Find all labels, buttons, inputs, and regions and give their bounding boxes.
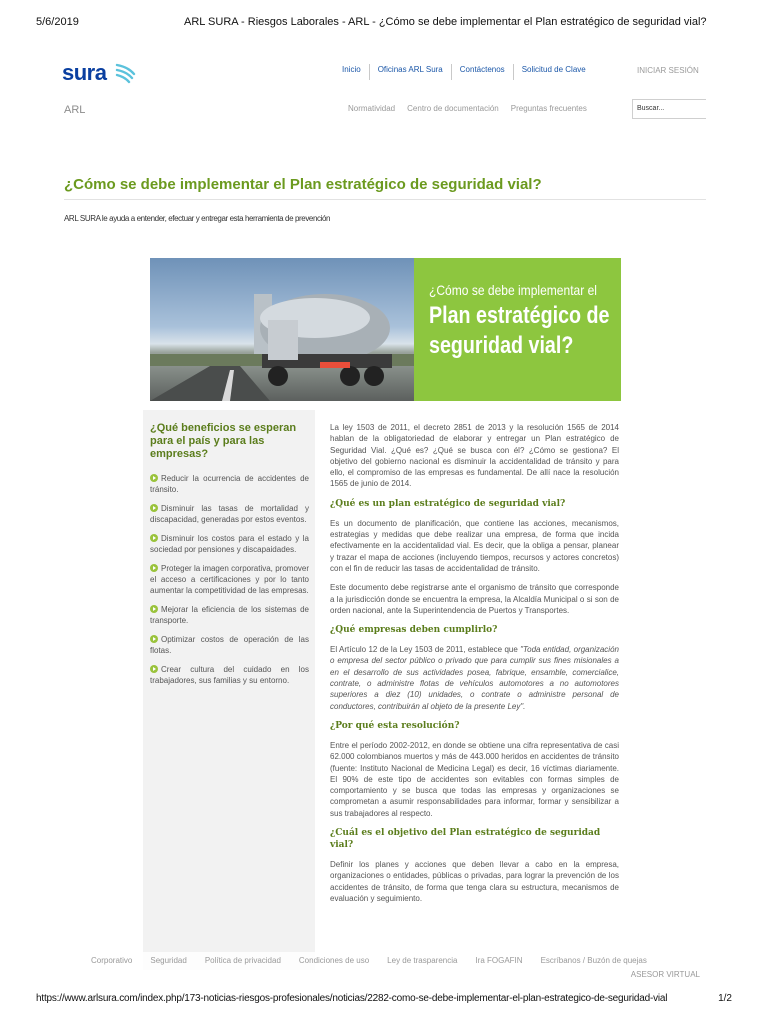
article-lead: El Artículo 12 de la Ley 1503 de 2011, establece que bbox=[330, 645, 521, 655]
arrow-bullet-icon bbox=[150, 534, 158, 542]
benefit-item bbox=[150, 533, 309, 555]
page-title: ¿Cómo se debe implementar el Plan estratégico de seguridad vial? bbox=[64, 176, 542, 193]
footer-fogafin[interactable]: Ira FOGAFIN bbox=[475, 956, 523, 965]
arrow-bullet-icon bbox=[150, 564, 158, 572]
benefit-item bbox=[150, 473, 309, 495]
tanker-truck-icon bbox=[150, 258, 414, 401]
print-header bbox=[36, 16, 732, 30]
paragraph-articulo bbox=[330, 644, 619, 712]
benefit-text: Optimizar costos de operación de las flotas. bbox=[150, 635, 309, 655]
hero-title-banner bbox=[414, 258, 621, 401]
hero-line-3: seguridad vial? bbox=[429, 332, 574, 359]
law-quote: "Toda entidad, organización o empresa del sector público o privado que para cumplir sus fines misionales a en el desarrollo de sus actividades posea, fabrique, ensamble, comercialice, contrate, o administre flotas de vehículos automotores a no automotores superiores a diez (10) unidades, o contrate o administre personal de conductores, contribuirán al objeto de la presente Ley". bbox=[330, 645, 619, 711]
benefit-text: Disminuir las tasas de mortalidad y discapacidad, generadas por estos eventos. bbox=[150, 504, 309, 524]
print-date: 5/6/2019 bbox=[36, 16, 79, 28]
hero-banner bbox=[150, 258, 621, 401]
paragraph-objetivo: Definir los planes y acciones que deben llevar a cabo en la empresa, organizaciones o entidades, públicas o privadas, para lograr la prevención de los accidentes de tránsito, de forma que tenga clara su estructura, mecanismos de evaluación y seguimiento. bbox=[330, 860, 619, 903]
benefit-item bbox=[150, 563, 309, 596]
title-divider bbox=[64, 199, 706, 200]
footer-quejas[interactable]: Escríbanos / Buzón de quejas bbox=[540, 956, 647, 965]
heading-empresas: ¿Qué empresas deben cumplirlo? bbox=[330, 625, 498, 636]
hero-line-2: Plan estratégico de bbox=[429, 302, 610, 329]
sura-logo[interactable] bbox=[62, 60, 142, 90]
print-page-number: 1/2 bbox=[718, 993, 732, 1004]
benefit-item bbox=[150, 503, 309, 525]
benefits-sidebar bbox=[143, 410, 315, 970]
nav-normatividad[interactable]: Normatividad bbox=[348, 104, 396, 113]
arrow-bullet-icon bbox=[150, 504, 158, 512]
paragraph-estadisticas: Entre el período 2002-2012, en donde se obtiene una cifra representativa de casi 62.000 colombianos muertos y más de 443.000 heridos en accidentes de tránsito (fuente: Instituto Nacional de Medicina Legal) es decir, 16 víctimas diariamente. El 90% de este tipo de accidentes son evitables con formas simples de comportamiento y se busca que todas las empresas y organizaciones se comprometan a asumir responsabilidades para informar, formar y sensibilizar a sus trabajadores al respecto. bbox=[330, 740, 619, 818]
footer-privacidad[interactable]: Política de privacidad bbox=[204, 956, 281, 965]
arrow-bullet-icon bbox=[150, 474, 158, 482]
print-url: https://www.arlsura.com/index.php/173-noticias-riesgos-profesionales/noticias/2282-como-se-debe-implementar-el-plan-estrategico-de-seguridad-vial bbox=[36, 993, 668, 1004]
nav-contactenos[interactable]: Contáctenos bbox=[451, 64, 513, 80]
footer-condiciones[interactable]: Condiciones de uso bbox=[298, 956, 370, 965]
section-label: ARL bbox=[64, 104, 86, 116]
search-input[interactable]: Buscar... bbox=[632, 99, 706, 119]
benefits-heading: ¿Qué beneficios se esperan para el país y para las empresas? bbox=[150, 422, 297, 460]
benefit-item bbox=[150, 634, 309, 656]
hero-line-1: ¿Cómo se debe implementar el bbox=[429, 282, 597, 298]
print-page-title: ARL SURA - Riesgos Laborales - ARL - ¿Cómo se debe implementar el Plan estratégico de seguridad vial? bbox=[184, 16, 707, 28]
benefit-text: Proteger la imagen corporativa, promover el acceso a certificaciones y por lo tanto aumentar la competitividad de las empresas. bbox=[150, 564, 309, 595]
tanker-truck-photo bbox=[150, 258, 414, 401]
footer-seguridad[interactable]: Seguridad bbox=[150, 956, 187, 965]
logo-text: sura bbox=[62, 60, 107, 85]
heading-objetivo: ¿Cuál es el objetivo del Plan estratégico de seguridad vial? bbox=[330, 828, 601, 851]
paragraph-registro: Este documento debe registrarse ante el organismo de tránsito que corresponde a la jurisdicción donde se encuentra la empresa, la Alcaldía Municipal o si son de orden nacional, ante la Superintendencia de Puertos y Transportes. bbox=[330, 583, 619, 615]
heading-que-es: ¿Qué es un plan estratégico de seguridad vial? bbox=[330, 498, 566, 509]
article-body bbox=[330, 422, 619, 912]
footer-transparencia[interactable]: Ley de trasparencia bbox=[387, 956, 458, 965]
arrow-bullet-icon bbox=[150, 605, 158, 613]
asesor-virtual-link[interactable]: ASESOR VIRTUAL bbox=[630, 970, 700, 979]
site-footer bbox=[64, 952, 706, 986]
sura-wave-icon bbox=[114, 60, 140, 86]
nav-centro-documentacion[interactable]: Centro de documentación bbox=[407, 104, 499, 113]
arrow-bullet-icon bbox=[150, 665, 158, 673]
secondary-nav bbox=[342, 104, 593, 113]
heading-por-que: ¿Por qué esta resolución? bbox=[330, 720, 460, 731]
benefit-text: Disminuir los costos para el estado y la sociedad por pensiones y discapaidades. bbox=[150, 534, 309, 554]
benefit-text: Reducir la ocurrencia de accidentes de tránsito. bbox=[150, 474, 309, 494]
paragraph-definicion: Es un documento de planificación, que contiene las acciones, mecanismos, estrategias y medidas que debe realizar una empresa, de forma que incida efectivamente en la accidentalidad vial. Es decir, que la obliga a pensar, planear y trazar el mapa de acciones (incluyendo tiempos, recursos y actores concretos) con el fin de reducir las tasas de accidentalidad de tránsito. bbox=[330, 518, 619, 573]
login-link[interactable]: INICIAR SESIÓN bbox=[637, 66, 699, 75]
top-nav bbox=[334, 64, 594, 80]
nav-inicio[interactable]: Inicio bbox=[342, 65, 361, 74]
arrow-bullet-icon bbox=[150, 635, 158, 643]
footer-links bbox=[82, 956, 656, 965]
footer-corporativo[interactable]: Corporativo bbox=[91, 956, 133, 965]
benefit-item bbox=[150, 664, 309, 686]
nav-preguntas-frecuentes[interactable]: Preguntas frecuentes bbox=[510, 104, 587, 113]
nav-oficinas[interactable]: Oficinas ARL Sura bbox=[369, 64, 451, 80]
intro-text: ARL SURA le ayuda a entender, efectuar y entregar esta herramienta de prevención bbox=[64, 214, 331, 223]
benefit-text: Crear cultura del cuidado en los trabajadores, sus familias y su entorno. bbox=[150, 665, 309, 685]
benefit-text: Mejorar la eficiencia de los sistemas de transporte. bbox=[150, 605, 309, 625]
nav-solicitud-clave[interactable]: Solicitud de Clave bbox=[513, 64, 594, 80]
benefit-item bbox=[150, 604, 309, 626]
paragraph-intro: La ley 1503 de 2011, el decreto 2851 de 2013 y la resolución 1565 de 2014 hablan de la obligatoriedad de elaborar y entregar un Plan estratégico de Seguridad Vial. ¿Qué es? ¿Qué se busca con él? ¿Cómo se gestiona? El objetivo del gobierno nacional es disminuir la accidentalidad de tránsito y para ello, el compromiso de las empresas es fundamental. De allí nace la resolución 1565 de junio de 2014. bbox=[330, 423, 619, 489]
